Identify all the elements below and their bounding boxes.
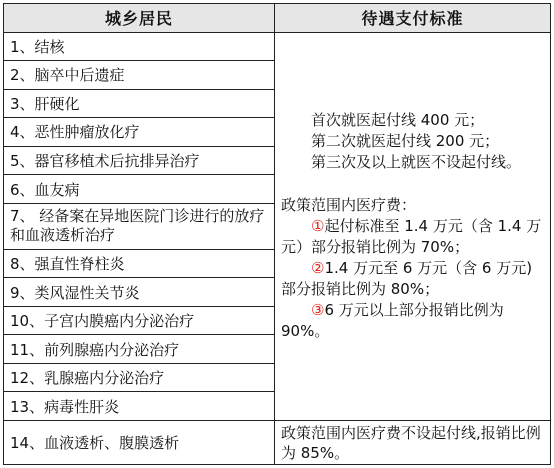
reimbursement-table — [3, 3, 551, 465]
tier-2 — [281, 258, 544, 300]
disease-cell: 13、病毒性肝炎 — [4, 392, 275, 421]
header-residents: 城乡居民 — [4, 4, 275, 33]
disease-cell: 9、类风湿性关节炎 — [4, 278, 275, 307]
header-payment-standard: 待遇支付标准 — [275, 4, 551, 33]
disease-cell: 14、血液透析、腹膜透析 — [4, 421, 275, 465]
circled-two: ② — [311, 259, 325, 278]
circled-three: ③ — [311, 301, 325, 320]
disease-cell: 2、脑卒中后遗症 — [4, 61, 275, 90]
disease-cell: 7、 经备案在异地医院门诊进行的放疗和血液透析治疗 — [4, 203, 275, 249]
disease-cell: 3、肝硬化 — [4, 89, 275, 118]
tier-2-text: 1.4 万元至 6 万元（含 6 万元)部分报销比例为 80%； — [281, 259, 533, 299]
circled-one: ① — [311, 217, 325, 236]
disease-cell: 5、器官移植术后抗排异治疗 — [4, 146, 275, 175]
second-visit-deductible: 第二次就医起付线 200 元； — [311, 132, 500, 151]
disease-cell: 6、血友病 — [4, 175, 275, 204]
disease-cell: 4、恶性肿瘤放化疗 — [4, 118, 275, 147]
disease-cell: 12、乳腺癌内分泌治疗 — [4, 363, 275, 392]
policy-scope-title: 政策范围内医疗费： — [281, 196, 417, 215]
dialysis-payment-standard: 政策范围内医疗费不设起付线,报销比例为 85%。 — [275, 421, 551, 465]
third-visit-deductible: 第三次及以上就医不设起付线。 — [311, 153, 522, 172]
first-visit-deductible: 首次就医起付线 400 元； — [311, 111, 485, 130]
disease-cell: 8、强直性脊柱炎 — [4, 249, 275, 278]
table-row — [4, 32, 551, 61]
disease-cell: 11、前列腺癌内分泌治疗 — [4, 335, 275, 364]
tier-3 — [281, 300, 544, 342]
table-header-row — [4, 4, 551, 33]
table-row — [4, 421, 551, 465]
payment-standard-cell — [275, 32, 551, 420]
tier-1 — [281, 216, 544, 258]
tier-1-text: 起付标准至 1.4 万元（含 1.4 万元）部分报销比例为 70%； — [281, 217, 542, 257]
tier-3-text: 6 万元以上部分报销比例为 90%。 — [281, 301, 504, 341]
disease-cell: 10、子宫内膜癌内分泌治疗 — [4, 306, 275, 335]
disease-cell: 1、结核 — [4, 32, 275, 61]
